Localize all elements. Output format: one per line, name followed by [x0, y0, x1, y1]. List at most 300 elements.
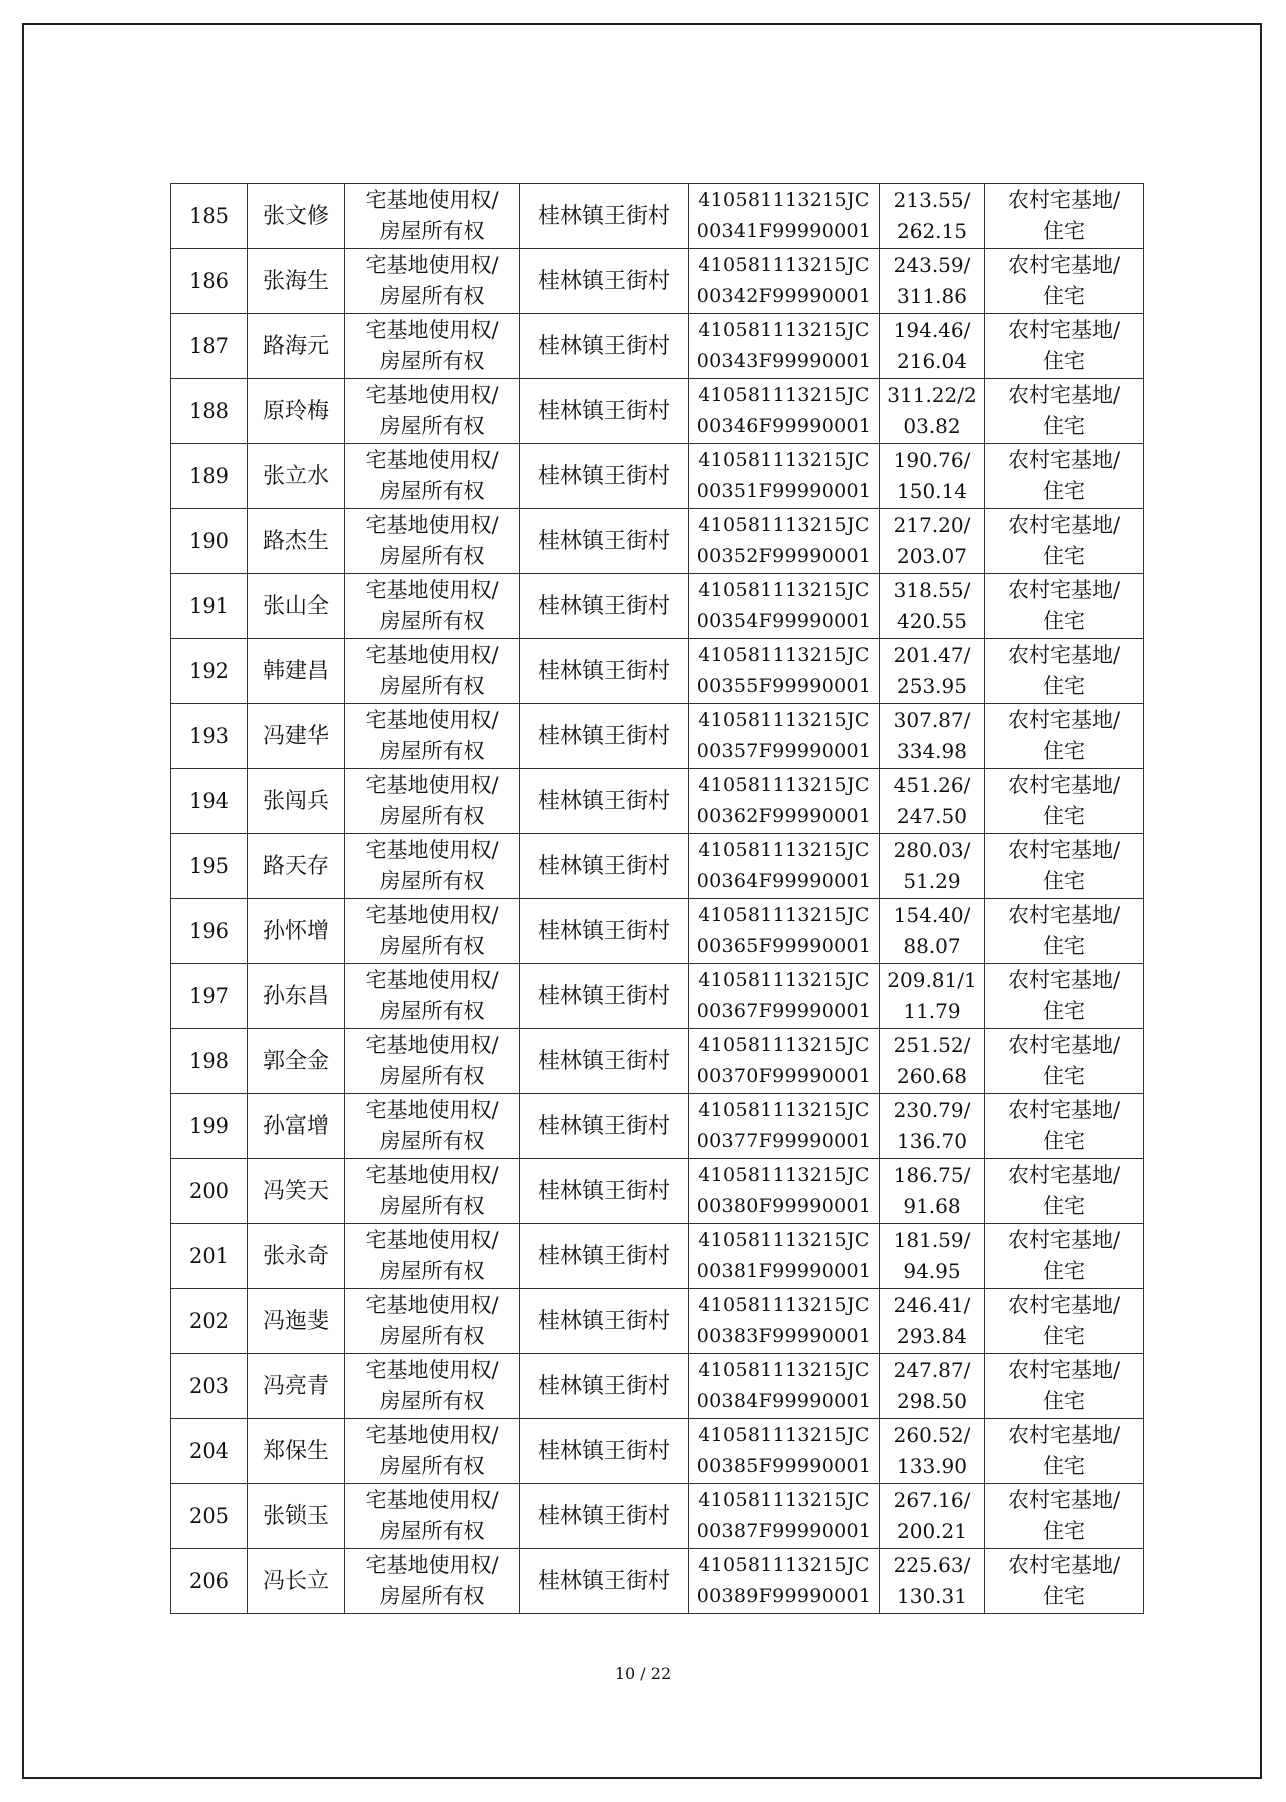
cell-name — [248, 1419, 345, 1484]
cell-area-text: 03.82 — [903, 414, 961, 438]
cell-right-type-text: 宅基地使用权/ — [365, 643, 499, 667]
cell-right-type-text: 宅基地使用权/ — [365, 773, 499, 797]
cell-no — [171, 1549, 248, 1614]
cell-location-text: 桂林镇王街村 — [537, 723, 670, 749]
cell-unit-code-text: 00352F99990001 — [696, 545, 872, 567]
cell-unit-code-text: 00384F99990001 — [696, 1390, 872, 1412]
cell-area — [880, 1224, 985, 1289]
cell-name-text: 郭全金 — [262, 1048, 329, 1074]
cell-usage — [985, 834, 1144, 899]
page-number: 10 / 22 — [614, 1664, 672, 1683]
cell-location-text: 桂林镇王街村 — [537, 1178, 670, 1204]
cell-usage-text: 农村宅基地/ — [1007, 1358, 1121, 1382]
cell-usage-text: 住宅 — [1043, 544, 1085, 568]
cell-name-text: 张永奇 — [262, 1243, 329, 1269]
table-row — [171, 379, 1144, 444]
cell-usage — [985, 964, 1144, 1029]
cell-area — [880, 379, 985, 444]
cell-area-text: 203.07 — [897, 544, 967, 568]
table-row — [171, 639, 1144, 704]
cell-area-text: 91.68 — [903, 1194, 961, 1218]
cell-unit-code — [689, 964, 880, 1029]
cell-usage — [985, 1354, 1144, 1419]
cell-no — [171, 834, 248, 899]
cell-unit-code — [689, 1224, 880, 1289]
cell-no-text: 193 — [188, 723, 230, 748]
cell-name — [248, 1484, 345, 1549]
cell-name-text: 韩建昌 — [262, 658, 329, 684]
cell-name — [248, 834, 345, 899]
table-row — [171, 1094, 1144, 1159]
cell-name — [248, 1224, 345, 1289]
cell-unit-code — [689, 834, 880, 899]
cell-usage — [985, 899, 1144, 964]
cell-right-type-text: 房屋所有权 — [379, 219, 485, 243]
cell-right-type-text: 房屋所有权 — [379, 739, 485, 763]
cell-location-text: 桂林镇王街村 — [537, 1308, 670, 1334]
cell-no — [171, 1289, 248, 1354]
cell-area-text: 247.87/ — [893, 1358, 971, 1382]
cell-unit-code-text: 00354F99990001 — [696, 610, 872, 632]
cell-right-type-text: 宅基地使用权/ — [365, 318, 499, 342]
cell-no-text: 189 — [188, 463, 230, 488]
cell-usage — [985, 249, 1144, 314]
cell-right-type-text: 宅基地使用权/ — [365, 1098, 499, 1122]
cell-unit-code-text: 410581113215JC — [698, 254, 870, 276]
cell-unit-code — [689, 574, 880, 639]
cell-area-text: 88.07 — [903, 934, 961, 958]
cell-right-type-text: 房屋所有权 — [379, 1454, 485, 1478]
cell-usage — [985, 1029, 1144, 1094]
cell-right-type-text: 房屋所有权 — [379, 999, 485, 1023]
cell-location — [520, 899, 689, 964]
cell-area-text: 267.16/ — [893, 1488, 971, 1512]
cell-no — [171, 1354, 248, 1419]
cell-no-text: 187 — [188, 333, 230, 358]
cell-right-type-text: 房屋所有权 — [379, 414, 485, 438]
cell-right-type-text: 宅基地使用权/ — [365, 708, 499, 732]
cell-right-type — [345, 314, 520, 379]
cell-no — [171, 574, 248, 639]
cell-right-type — [345, 1029, 520, 1094]
cell-unit-code-text: 410581113215JC — [698, 774, 870, 796]
cell-area-text: 11.79 — [903, 999, 961, 1023]
cell-right-type-text: 房屋所有权 — [379, 479, 485, 503]
cell-right-type — [345, 899, 520, 964]
cell-no-text: 204 — [188, 1438, 230, 1463]
cell-no-text: 202 — [188, 1308, 230, 1333]
cell-location-text: 桂林镇王街村 — [537, 398, 670, 424]
cell-area — [880, 1484, 985, 1549]
cell-name-text: 孙东昌 — [262, 983, 329, 1009]
cell-unit-code — [689, 509, 880, 574]
cell-area-text: 246.41/ — [893, 1293, 971, 1317]
cell-usage-text: 农村宅基地/ — [1007, 318, 1121, 342]
cell-area-text: 253.95 — [897, 674, 967, 698]
cell-right-type — [345, 769, 520, 834]
cell-right-type — [345, 704, 520, 769]
cell-usage-text: 住宅 — [1043, 674, 1085, 698]
cell-right-type-text: 宅基地使用权/ — [365, 578, 499, 602]
cell-usage — [985, 1549, 1144, 1614]
cell-usage-text: 农村宅基地/ — [1007, 1163, 1121, 1187]
cell-area-text: 201.47/ — [893, 643, 971, 667]
cell-no-text: 200 — [188, 1178, 230, 1203]
cell-name — [248, 1029, 345, 1094]
cell-name-text: 路海元 — [262, 333, 329, 359]
table-row — [171, 509, 1144, 574]
cell-unit-code-text: 00381F99990001 — [696, 1260, 872, 1282]
cell-location-text: 桂林镇王街村 — [537, 918, 670, 944]
cell-right-type-text: 房屋所有权 — [379, 1259, 485, 1283]
cell-area — [880, 1094, 985, 1159]
cell-unit-code-text: 410581113215JC — [698, 969, 870, 991]
cell-usage-text: 住宅 — [1043, 414, 1085, 438]
cell-unit-code-text: 00383F99990001 — [696, 1325, 872, 1347]
cell-usage-text: 农村宅基地/ — [1007, 1293, 1121, 1317]
cell-no — [171, 1094, 248, 1159]
cell-right-type — [345, 1224, 520, 1289]
cell-no — [171, 964, 248, 1029]
cell-unit-code-text: 00343F99990001 — [696, 350, 872, 372]
cell-right-type-text: 宅基地使用权/ — [365, 1293, 499, 1317]
cell-usage-text: 农村宅基地/ — [1007, 903, 1121, 927]
cell-name — [248, 769, 345, 834]
cell-usage — [985, 184, 1144, 249]
cell-location-text: 桂林镇王街村 — [537, 1048, 670, 1074]
cell-location-text: 桂林镇王街村 — [537, 333, 670, 359]
cell-usage-text: 农村宅基地/ — [1007, 1488, 1121, 1512]
cell-name-text: 张立水 — [262, 463, 329, 489]
cell-area-text: 225.63/ — [893, 1553, 971, 1577]
cell-area — [880, 899, 985, 964]
cell-name-text: 冯迤斐 — [262, 1308, 329, 1334]
cell-unit-code — [689, 1354, 880, 1419]
cell-name-text: 张锁玉 — [262, 1503, 329, 1529]
cell-area-text: 154.40/ — [893, 903, 971, 927]
cell-right-type-text: 房屋所有权 — [379, 284, 485, 308]
cell-no-text: 197 — [188, 983, 230, 1008]
cell-no-text: 191 — [188, 593, 230, 618]
table-row — [171, 1289, 1144, 1354]
cell-area-text: 307.87/ — [893, 708, 971, 732]
cell-right-type — [345, 1094, 520, 1159]
cell-right-type-text: 宅基地使用权/ — [365, 383, 499, 407]
cell-right-type — [345, 639, 520, 704]
table-row — [171, 1419, 1144, 1484]
cell-location-text: 桂林镇王街村 — [537, 1503, 670, 1529]
cell-location — [520, 184, 689, 249]
cell-no — [171, 704, 248, 769]
cell-name — [248, 964, 345, 1029]
cell-location — [520, 1549, 689, 1614]
cell-unit-code-text: 410581113215JC — [698, 189, 870, 211]
cell-location — [520, 1159, 689, 1224]
cell-area-text: 260.68 — [897, 1064, 967, 1088]
cell-unit-code — [689, 1289, 880, 1354]
cell-right-type-text: 房屋所有权 — [379, 1324, 485, 1348]
cell-unit-code-text: 00389F99990001 — [696, 1585, 872, 1607]
cell-usage-text: 农村宅基地/ — [1007, 773, 1121, 797]
cell-unit-code — [689, 184, 880, 249]
cell-right-type-text: 房屋所有权 — [379, 1129, 485, 1153]
cell-area-text: 451.26/ — [893, 773, 971, 797]
cell-unit-code — [689, 379, 880, 444]
cell-location — [520, 574, 689, 639]
cell-unit-code-text: 00370F99990001 — [696, 1065, 872, 1087]
cell-usage-text: 住宅 — [1043, 1519, 1085, 1543]
cell-no-text: 194 — [188, 788, 230, 813]
cell-right-type-text: 宅基地使用权/ — [365, 1163, 499, 1187]
cell-area-text: 190.76/ — [893, 448, 971, 472]
cell-area — [880, 1159, 985, 1224]
cell-right-type-text: 宅基地使用权/ — [365, 1358, 499, 1382]
cell-area-text: 186.75/ — [893, 1163, 971, 1187]
cell-area-text: 181.59/ — [893, 1228, 971, 1252]
cell-location-text: 桂林镇王街村 — [537, 528, 670, 554]
cell-location — [520, 769, 689, 834]
cell-unit-code-text: 00365F99990001 — [696, 935, 872, 957]
table-row — [171, 314, 1144, 379]
cell-area-text: 262.15 — [897, 219, 967, 243]
table-row — [171, 1354, 1144, 1419]
cell-right-type — [345, 1289, 520, 1354]
cell-unit-code — [689, 704, 880, 769]
cell-name — [248, 314, 345, 379]
cell-area-text: 200.21 — [897, 1519, 967, 1543]
cell-right-type-text: 宅基地使用权/ — [365, 903, 499, 927]
cell-area — [880, 1549, 985, 1614]
table-row — [171, 1484, 1144, 1549]
cell-no-text: 199 — [188, 1113, 230, 1138]
table-row — [171, 1224, 1144, 1289]
cell-location — [520, 379, 689, 444]
cell-right-type-text: 房屋所有权 — [379, 674, 485, 698]
cell-location-text: 桂林镇王街村 — [537, 658, 670, 684]
table-row — [171, 964, 1144, 1029]
cell-unit-code — [689, 1094, 880, 1159]
cell-usage — [985, 1094, 1144, 1159]
cell-area-text: 194.46/ — [893, 318, 971, 342]
cell-right-type-text: 宅基地使用权/ — [365, 1423, 499, 1447]
cell-usage-text: 住宅 — [1043, 999, 1085, 1023]
cell-area-text: 51.29 — [903, 869, 961, 893]
cell-no — [171, 1484, 248, 1549]
cell-unit-code — [689, 1029, 880, 1094]
cell-unit-code-text: 00341F99990001 — [696, 220, 872, 242]
cell-location — [520, 444, 689, 509]
cell-usage — [985, 639, 1144, 704]
cell-no — [171, 314, 248, 379]
cell-right-type-text: 宅基地使用权/ — [365, 838, 499, 862]
cell-unit-code-text: 410581113215JC — [698, 449, 870, 471]
cell-area-text: 311.86 — [897, 284, 967, 308]
cell-usage — [985, 444, 1144, 509]
cell-unit-code-text: 00357F99990001 — [696, 740, 872, 762]
cell-right-type — [345, 509, 520, 574]
cell-no — [171, 639, 248, 704]
cell-area — [880, 964, 985, 1029]
cell-right-type — [345, 964, 520, 1029]
cell-unit-code — [689, 249, 880, 314]
cell-location — [520, 834, 689, 899]
cell-right-type — [345, 1159, 520, 1224]
cell-unit-code — [689, 639, 880, 704]
cell-usage — [985, 509, 1144, 574]
cell-usage-text: 住宅 — [1043, 1259, 1085, 1283]
cell-unit-code-text: 00367F99990001 — [696, 1000, 872, 1022]
cell-name — [248, 379, 345, 444]
cell-area-text: 243.59/ — [893, 253, 971, 277]
cell-no-text: 185 — [188, 203, 230, 228]
cell-location-text: 桂林镇王街村 — [537, 203, 670, 229]
cell-usage — [985, 574, 1144, 639]
cell-unit-code-text: 410581113215JC — [698, 1164, 870, 1186]
cell-unit-code-text: 410581113215JC — [698, 709, 870, 731]
cell-no-text: 196 — [188, 918, 230, 943]
cell-usage-text: 农村宅基地/ — [1007, 513, 1121, 537]
cell-location — [520, 509, 689, 574]
cell-no-text: 205 — [188, 1503, 230, 1528]
cell-usage-text: 住宅 — [1043, 1389, 1085, 1413]
cell-usage-text: 农村宅基地/ — [1007, 708, 1121, 732]
cell-unit-code-text: 410581113215JC — [698, 514, 870, 536]
cell-right-type — [345, 249, 520, 314]
cell-no-text: 195 — [188, 853, 230, 878]
table-row — [171, 574, 1144, 639]
cell-right-type-text: 房屋所有权 — [379, 1194, 485, 1218]
cell-right-type-text: 房屋所有权 — [379, 804, 485, 828]
cell-usage-text: 农村宅基地/ — [1007, 188, 1121, 212]
cell-no-text: 192 — [188, 658, 230, 683]
cell-no — [171, 1419, 248, 1484]
cell-right-type-text: 宅基地使用权/ — [365, 1228, 499, 1252]
cell-name-text: 冯笑天 — [262, 1178, 329, 1204]
cell-no — [171, 1159, 248, 1224]
cell-name — [248, 444, 345, 509]
cell-unit-code-text: 00355F99990001 — [696, 675, 872, 697]
cell-area-text: 318.55/ — [893, 578, 971, 602]
cell-name — [248, 184, 345, 249]
cell-usage-text: 农村宅基地/ — [1007, 1553, 1121, 1577]
cell-unit-code — [689, 1549, 880, 1614]
cell-usage-text: 住宅 — [1043, 739, 1085, 763]
cell-area — [880, 1354, 985, 1419]
cell-usage-text: 农村宅基地/ — [1007, 578, 1121, 602]
cell-no — [171, 1029, 248, 1094]
cell-right-type-text: 宅基地使用权/ — [365, 1488, 499, 1512]
cell-name — [248, 1289, 345, 1354]
cell-location — [520, 704, 689, 769]
cell-name-text: 路天存 — [262, 853, 329, 879]
cell-right-type — [345, 379, 520, 444]
cell-right-type — [345, 1419, 520, 1484]
cell-name-text: 路杰生 — [262, 528, 329, 554]
table-row — [171, 249, 1144, 314]
cell-name — [248, 1094, 345, 1159]
cell-unit-code-text: 410581113215JC — [698, 1489, 870, 1511]
cell-right-type-text: 房屋所有权 — [379, 1519, 485, 1543]
cell-area-text: 260.52/ — [893, 1423, 971, 1447]
cell-area-text: 150.14 — [897, 479, 967, 503]
cell-name-text: 张海生 — [262, 268, 329, 294]
cell-location-text: 桂林镇王街村 — [537, 983, 670, 1009]
cell-no-text: 203 — [188, 1373, 230, 1398]
table-row — [171, 184, 1144, 249]
cell-unit-code-text: 410581113215JC — [698, 579, 870, 601]
cell-right-type-text: 房屋所有权 — [379, 934, 485, 958]
cell-name-text: 原玲梅 — [262, 398, 329, 424]
cell-no-text: 201 — [188, 1243, 230, 1268]
cell-usage — [985, 1419, 1144, 1484]
cell-name-text: 冯长立 — [262, 1568, 329, 1594]
table-row — [171, 899, 1144, 964]
cell-no — [171, 184, 248, 249]
cell-unit-code-text: 00380F99990001 — [696, 1195, 872, 1217]
cell-name-text: 张闯兵 — [262, 788, 329, 814]
cell-right-type — [345, 1484, 520, 1549]
cell-area — [880, 444, 985, 509]
cell-usage-text: 住宅 — [1043, 934, 1085, 958]
cell-usage-text: 住宅 — [1043, 1324, 1085, 1348]
cell-right-type — [345, 1354, 520, 1419]
cell-usage-text: 农村宅基地/ — [1007, 1423, 1121, 1447]
cell-usage-text: 住宅 — [1043, 1064, 1085, 1088]
cell-location — [520, 639, 689, 704]
cell-right-type-text: 房屋所有权 — [379, 609, 485, 633]
cell-unit-code-text: 410581113215JC — [698, 1294, 870, 1316]
cell-unit-code-text: 410581113215JC — [698, 1554, 870, 1576]
cell-right-type-text: 宅基地使用权/ — [365, 513, 499, 537]
table-row — [171, 834, 1144, 899]
cell-name — [248, 1354, 345, 1419]
cell-usage-text: 农村宅基地/ — [1007, 253, 1121, 277]
table-row — [171, 1159, 1144, 1224]
record-table — [170, 183, 1144, 1614]
cell-area-text: 334.98 — [897, 739, 967, 763]
cell-unit-code-text: 00342F99990001 — [696, 285, 872, 307]
cell-area — [880, 1289, 985, 1354]
cell-no-text: 188 — [188, 398, 230, 423]
table-body — [171, 184, 1144, 1614]
cell-right-type-text: 宅基地使用权/ — [365, 253, 499, 277]
cell-usage-text: 住宅 — [1043, 609, 1085, 633]
cell-area-text: 217.20/ — [893, 513, 971, 537]
cell-area-text: 230.79/ — [893, 1098, 971, 1122]
cell-usage — [985, 1289, 1144, 1354]
cell-right-type-text: 房屋所有权 — [379, 544, 485, 568]
cell-right-type-text: 宅基地使用权/ — [365, 1033, 499, 1057]
cell-usage-text: 农村宅基地/ — [1007, 643, 1121, 667]
cell-area — [880, 834, 985, 899]
cell-area-text: 216.04 — [897, 349, 967, 373]
cell-location — [520, 1484, 689, 1549]
cell-location — [520, 1419, 689, 1484]
cell-location-text: 桂林镇王街村 — [537, 463, 670, 489]
table-row — [171, 1029, 1144, 1094]
cell-right-type-text: 宅基地使用权/ — [365, 188, 499, 212]
cell-unit-code — [689, 899, 880, 964]
cell-right-type — [345, 574, 520, 639]
cell-right-type-text: 房屋所有权 — [379, 1064, 485, 1088]
cell-right-type-text: 房屋所有权 — [379, 349, 485, 373]
cell-usage-text: 住宅 — [1043, 284, 1085, 308]
table-row — [171, 1549, 1144, 1614]
cell-area — [880, 1029, 985, 1094]
cell-area — [880, 184, 985, 249]
cell-usage-text: 农村宅基地/ — [1007, 448, 1121, 472]
cell-location — [520, 249, 689, 314]
